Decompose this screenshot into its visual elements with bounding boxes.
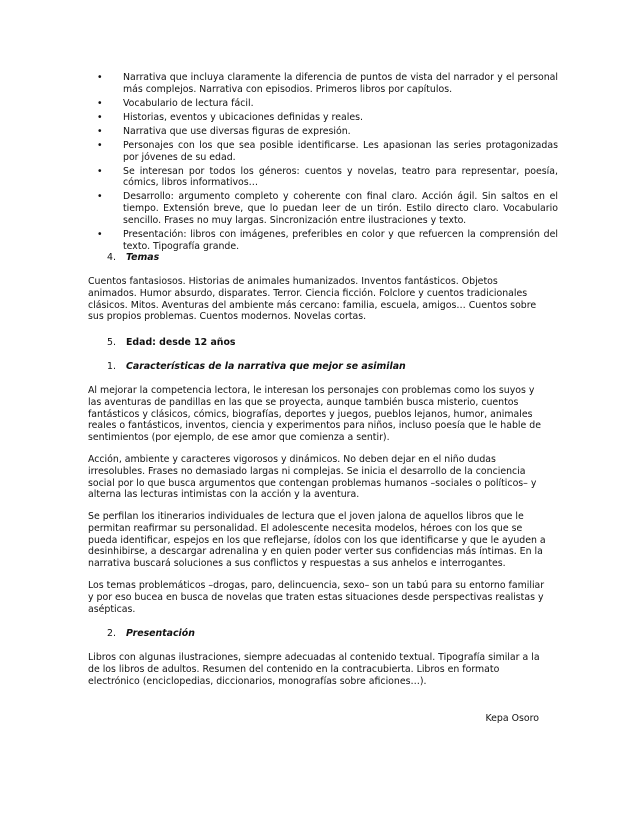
section-heading-temas [107,252,159,264]
list-item: • Presentación: libros con imágenes, preferibles en color y que refuercen la comprensión del texto. Tipografía grande. [97,228,558,252]
section-number: 1. [107,361,116,372]
bullet-icon: • [97,72,103,83]
bullet-icon: • [97,97,103,109]
paragraph: Acción, ambiente y caracteres vigorosos y dinámicos. No deben dejar en el niño dudas irresolubles. Frases no demasiado largas ni complejas. Se inicia el desarrollo de la conciencia social por lo que busca argumentos que contengan problemas humanos –sociales o políticos– y alterna las lecturas intimistas con la acción y la aventura. [88,454,537,501]
bullet-icon: • [97,228,103,240]
list-item: • Narrativa que use diversas figuras de expresión. [97,125,351,137]
list-item: • Se interesan por todos los géneros: cuentos y novelas, teatro para representar, poesía, cómics, libros informativos… [97,165,558,189]
bullet-icon: • [97,125,103,137]
list-item: • Personajes con los que sea posible identificarse. Les apasionan las series protagonizadas por jóvenes de su edad. [97,139,558,163]
list-item: • Historias, eventos y ubicaciones definidas y reales. [97,111,363,123]
paragraph-temas: Cuentos fantasiosos. Historias de animales humanizados. Inventos fantásticos. Objetos animados. Humor absurdo, disparates. Terror. Ciencia ficción. Folclore y cuentos tradicionales clásicos. Mitos. Aventuras del ambiente más cercano: familia, escuela, amigos… Cuentos sobre sus propios problemas. Cuentos modernos. Novelas cortas. [88,276,537,323]
list-item: • Vocabulario de lectura fácil. [97,97,254,109]
section-number: 5. [107,337,116,348]
bullet-icon: • [97,111,103,123]
author-signature: Kepa Osoro [485,713,539,724]
section-title: Características de la narrativa que mejor se asimilan [126,361,406,372]
paragraph: Se perfilan los itinerarios individuales de lectura que el joven jalona de aquellos libros que le permitan reafirmar su personalidad. El adolescente necesita modelos, héroes con los que se pueda identificar, espejos en los que reflejarse, ídolos con los que identificarse y que le ayuden a desinhibirse, a descargar adrenalina y en quien poder verter sus confidencias más íntimas. En la narrativa buscará soluciones a sus conflictos y respuestas a sus anhelos e interrogantes. [88,511,546,570]
paragraph: Al mejorar la competencia lectora, le interesan los personajes con problemas como los suyos y las aventuras de pandillas en las que se proyecta, aunque también busca misterio, cuentos fantásticos y clásicos, cómics, biografías, deportes y juegos, pueblos lejanos, humor, animales reales o fantásticos, inventos, ciencia y experimentos para niños, incluso poesía que le hable de sentimientos (por ejemplo, de ese amor que comienza a sentir). [88,385,541,444]
paragraph: Los temas problemáticos –drogas, paro, delincuencia, sexo– son un tabú para su entorno familiar y por eso bucea en busca de novelas que traten estas situaciones desde perspectivas realistas y asépticas. [88,580,545,615]
section-number: 4. [107,252,116,263]
bullet-list [88,72,558,255]
section-heading-edad [107,337,235,349]
list-item: • Desarrollo: argumento completo y coherente con final claro. Acción ágil. Sin saltos en el tiempo. Extensión breve, que lo puedan leer de un tirón. Estilo directo claro. Vocabulario sencillo. Frases no muy largas. Sincronización entre ilustraciones y texto. [97,191,558,226]
section-heading-caracteristicas [107,361,406,373]
section-heading-presentacion [107,628,195,640]
paragraph-presentacion: Libros con algunas ilustraciones, siempre adecuadas al contenido textual. Tipografía similar a la de los libros de adultos. Resumen del contenido en la contracubierta. Libros en formato electrónico (enciclopedias, diccionarios, monografías sobre aficiones…). [88,652,540,687]
section-title: Presentación [126,628,195,639]
bullet-icon: • [97,191,103,203]
bullet-icon: • [97,139,103,151]
list-item: • Narrativa que incluya claramente la diferencia de puntos de vista del narrador y el personal más complejos. Narrativa con episodios. Primeros libros por capítulos. [97,72,558,95]
section-number: 2. [107,628,116,639]
section-title: Edad: desde 12 años [126,337,236,348]
bullet-icon: • [97,165,103,177]
section-title: Temas [126,252,160,263]
